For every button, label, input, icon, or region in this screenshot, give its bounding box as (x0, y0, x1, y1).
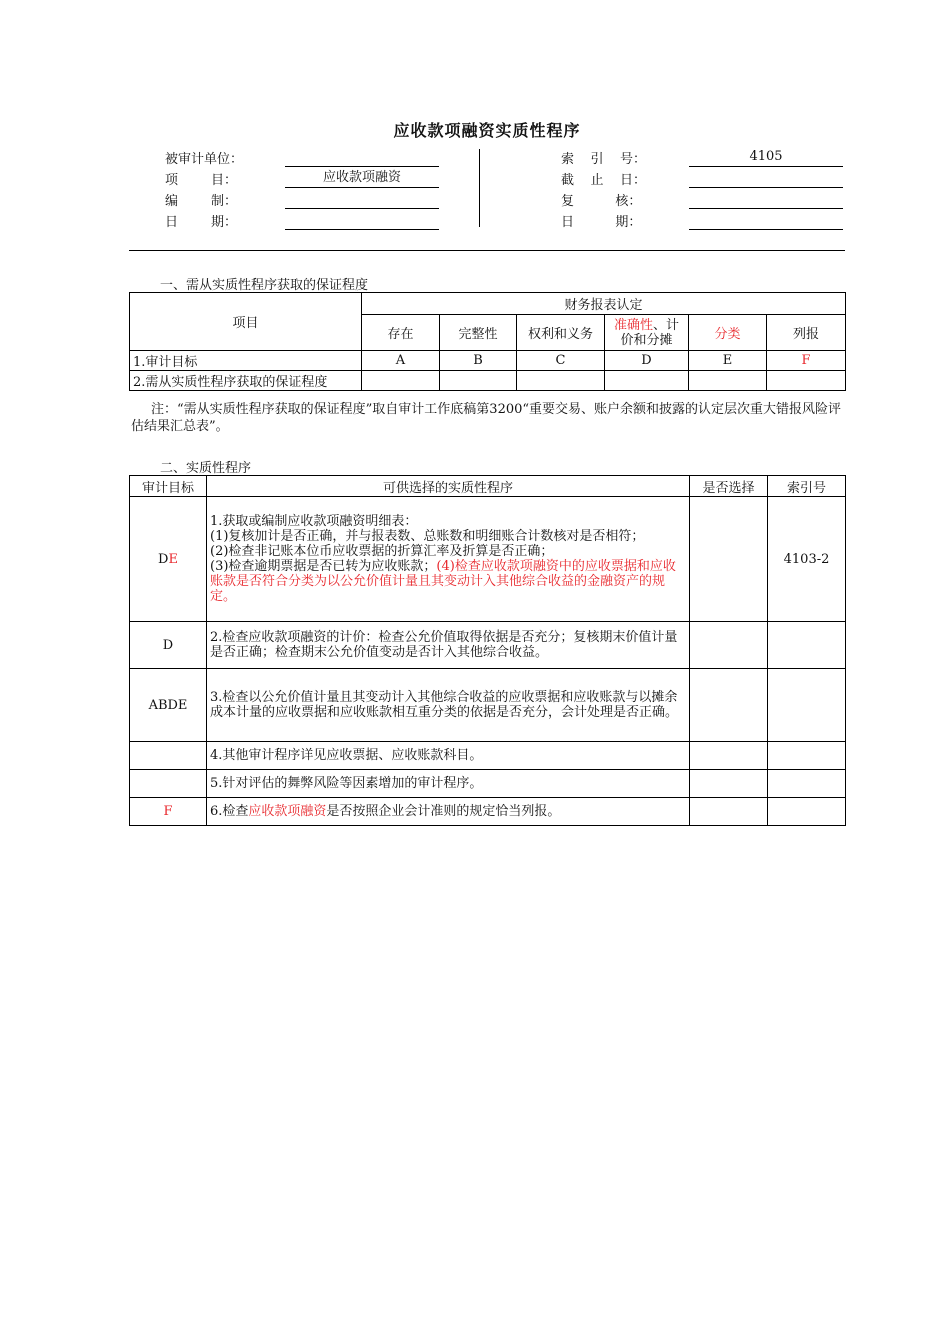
objective-cell: D (605, 351, 689, 371)
procedure-selected[interactable] (690, 622, 768, 669)
procedure-target (130, 742, 207, 770)
procedure-text: 3.检查以公允价值计量且其变动计入其他综合收益的应收票据和应收账款与以摊余成本计量的应收票据和应收账款相互重分类的依据是否充分，会计处理是否正确。 (207, 669, 690, 742)
procedure-line: (3)检查逾期票据是否已转为应收账款； (210, 559, 437, 574)
procedure-target-red: E (168, 551, 178, 567)
objective-cell: E (689, 351, 767, 371)
table-row (130, 371, 846, 391)
procedure-text (207, 798, 690, 826)
procedure-index (768, 742, 846, 770)
table-row (130, 497, 846, 622)
header-field-date[interactable] (285, 210, 439, 230)
table-row (130, 742, 846, 770)
procedure-target (130, 770, 207, 798)
table-row (130, 770, 846, 798)
procedure-target: F (130, 798, 207, 826)
header-label-project: 项 目： (165, 173, 238, 188)
header-field-review-date[interactable] (689, 210, 843, 230)
header-field-unit[interactable] (285, 147, 439, 167)
procedure-line: (2)检查非记账本位币应收票据的折算汇率及折算是否正确； (210, 544, 554, 559)
procedure-index (768, 798, 846, 826)
procedure-line: 1.获取或编制应收款项融资明细表： (210, 514, 418, 529)
header-label-review-date: 日 期： (561, 215, 642, 230)
assertion-rights: 权利和义务 (517, 315, 605, 351)
procedure-index: 4103-2 (768, 497, 846, 622)
assurance-cell[interactable] (517, 371, 605, 391)
assurance-cell[interactable] (362, 371, 440, 391)
procedure-line-red: (4)检查应收款项融资中的应收票据和应收账款是否符合分类为以公允价值计量且其变动计入其他综合收益的金融资产的规定。 (210, 559, 676, 604)
assurance-cell[interactable] (440, 371, 517, 391)
procedure-text-red: 应收款项融资 (248, 804, 327, 819)
header-divider (479, 149, 480, 227)
row-label-assurance: 2.需从实质性程序获取的保证程度 (130, 371, 362, 391)
assurance-cell[interactable] (605, 371, 689, 391)
assertion-valuation-rest: 、计价和分摊 (620, 317, 680, 348)
header-label-cutoff: 截 止 日： (561, 173, 647, 188)
header-field-index[interactable]: 4105 (689, 147, 843, 167)
header-field-reviewer[interactable] (689, 189, 843, 209)
row-label-objective: 1.审计目标 (130, 351, 362, 371)
procedure-selected[interactable] (690, 497, 768, 622)
assertion-valuation-red: 准确性 (613, 317, 653, 333)
procedures-col-selected: 是否选择 (690, 476, 768, 497)
header-label-preparer: 编 制： (165, 194, 238, 209)
table-row (130, 669, 846, 742)
section1-note: 注：“需从实质性程序获取的保证程度”取自审计工作底稿第3200“重要交易、账户余额和披露的认定层次重大错报风险评估结果汇总表”。 (131, 402, 842, 434)
header-field-preparer[interactable] (285, 189, 439, 209)
procedure-text: 2.检查应收款项融资的计价：检查公允价值取得依据是否充分；复核期末价值计量是否正确；检查期末公允价值变动是否计入其他综合收益。 (207, 622, 690, 669)
table-row (130, 351, 846, 371)
procedure-text: 5.针对评估的舞弊风险等因素增加的审计程序。 (207, 770, 690, 798)
procedure-index (768, 669, 846, 742)
objective-cell: A (362, 351, 440, 371)
table-row (130, 798, 846, 826)
objective-cell: F (767, 351, 846, 371)
assurance-group-header: 财务报表认定 (362, 293, 846, 315)
procedure-selected[interactable] (690, 669, 768, 742)
header-label-index: 索 引 号： (561, 152, 647, 167)
page-title: 应收款项融资实质性程序 (393, 121, 581, 140)
header-field-project[interactable]: 应收款项融资 (285, 168, 439, 188)
procedure-target-black: D (158, 551, 169, 567)
procedure-target: ABDE (130, 669, 207, 742)
assurance-cell[interactable] (767, 371, 846, 391)
procedure-selected[interactable] (690, 742, 768, 770)
procedures-col-index: 索引号 (768, 476, 846, 497)
procedure-selected[interactable] (690, 798, 768, 826)
objective-cell: B (440, 351, 517, 371)
procedure-selected[interactable] (690, 770, 768, 798)
procedure-index (768, 622, 846, 669)
assurance-col-item: 项目 (130, 293, 362, 351)
procedure-line: (1)复核加计是否正确，并与报表数、总账数和明细账合计数核对是否相符； (210, 529, 645, 544)
table-row (130, 622, 846, 669)
procedures-col-target: 审计目标 (130, 476, 207, 497)
procedure-text (207, 497, 690, 622)
header-label-date: 日 期： (165, 215, 238, 230)
procedure-text-post: 是否按照企业会计准则的规定恰当列报。 (326, 804, 561, 819)
procedure-text-pre: 6.检查 (210, 804, 249, 819)
procedure-target: D (130, 622, 207, 669)
procedure-text: 4.其他审计程序详见应收票据、应收账款科目。 (207, 742, 690, 770)
procedures-col-procedure: 可供选择的实质性程序 (207, 476, 690, 497)
assertion-existence: 存在 (362, 315, 440, 351)
procedure-index (768, 770, 846, 798)
assertion-classification: 分类 (689, 315, 767, 351)
header-bottom-rule (129, 250, 845, 251)
assurance-cell[interactable] (689, 371, 767, 391)
objective-cell: C (517, 351, 605, 371)
procedure-target (130, 497, 207, 622)
assertion-completeness: 完整性 (440, 315, 517, 351)
section1-heading: 一、需从实质性程序获取的保证程度 (160, 278, 369, 293)
section2-heading: 二、实质性程序 (160, 461, 252, 476)
header-field-cutoff[interactable] (689, 168, 843, 188)
header-label-unit: 被审计单位： (165, 152, 244, 167)
assurance-table (129, 292, 846, 391)
assertion-presentation: 列报 (767, 315, 846, 351)
procedures-table (129, 475, 846, 826)
header-label-reviewer: 复 核： (561, 194, 642, 209)
assertion-valuation (605, 315, 689, 351)
